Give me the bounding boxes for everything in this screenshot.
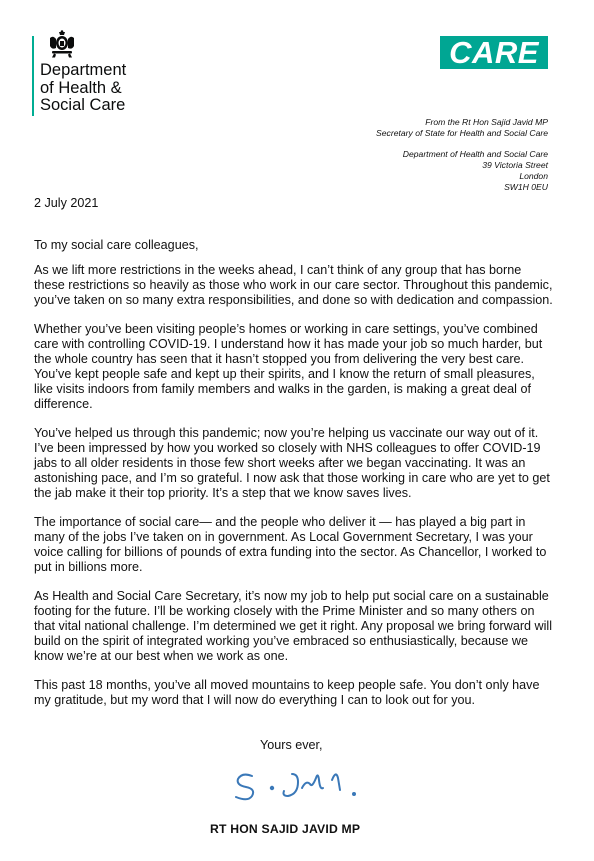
signoff: Yours ever, bbox=[260, 738, 323, 752]
sender-from-line: From the Rt Hon Sajid Javid MP bbox=[425, 117, 548, 127]
salutation: To my social care colleagues, bbox=[34, 238, 199, 252]
sender-title-line: Secretary of State for Health and Social Care bbox=[376, 128, 548, 138]
address-line: Department of Health and Social Care bbox=[402, 149, 548, 159]
address-line: London bbox=[519, 171, 548, 181]
royal-crest-icon bbox=[46, 30, 78, 58]
paragraph: The importance of social care— and the people who deliver it — has played a big part in many of the jobs I’ve taken on in government. As Local Government Secretary, I was your voice calling for billions of pounds of extra funding into the sector. As Chancellor, I worked to put in billions more. bbox=[34, 515, 547, 574]
sender-address bbox=[403, 149, 548, 193]
letter-date: 2 July 2021 bbox=[34, 196, 99, 210]
letter-body bbox=[34, 238, 554, 722]
department-name-line: of Health & bbox=[40, 78, 122, 97]
signature-image bbox=[222, 758, 372, 808]
sender-block bbox=[376, 117, 548, 139]
logo-accent-bar bbox=[32, 36, 34, 116]
paragraph: You’ve helped us through this pandemic; now you’re helping us vaccinate our way out of it. I’ve been impressed by how you worked so closely with NHS colleagues to offer COVID-19 jabs to all older residents in those few short weeks after we began vaccinating. It was an astonishing pace, and I’m so grateful. I now ask that those working in care who are yet to get the jab make it their top priority. It’s a step that we know saves lives. bbox=[34, 426, 550, 500]
address-line: 39 Victoria Street bbox=[482, 160, 548, 170]
department-name-line: Social Care bbox=[40, 96, 126, 114]
paragraph: As we lift more restrictions in the weeks ahead, I can’t think of any group that has borne these restrictions so heavily as those who work in our care sector. Throughout this pandemic, you’ve taken on so many extra responsibilities, and done so with dedication and compassion. bbox=[34, 263, 553, 307]
paragraph: As Health and Social Care Secretary, it’s now my job to help put social care on a sustainable footing for the future. I’ll be working closely with the Prime Minister and so many others on that vital national challenge. I’m determined we get it right. Any proposal we bring forward will build on the spirit of integrated working you’ve embraced so enthusiastically, because we know we’re at our best when we work as one. bbox=[34, 589, 553, 663]
signatory-name: RT HON SAJID JAVID MP bbox=[210, 822, 361, 836]
paragraph: Whether you’ve been visiting people’s homes or working in care settings, you’ve combined care with controlling COVID-19. I understand how it has made your job so much harder, but the whole country has seen that it hasn’t stopped you from delivering the very best care. You’ve kept people safe and kept up their spirits, and I know the return of small pleasures, like visits indoors from family members and walks in the garden, is making a great deal of difference. bbox=[34, 322, 543, 411]
address-line: SW1H 0EU bbox=[504, 182, 548, 192]
department-logo bbox=[32, 30, 142, 120]
department-name-line: Department bbox=[40, 61, 127, 79]
paragraph: This past 18 months, you’ve all moved mountains to keep people safe. You don’t only have my gratitude, but my word that I will now do everything I can to look out for you. bbox=[34, 678, 540, 707]
department-name bbox=[40, 62, 126, 115]
care-logo: CARE bbox=[440, 36, 548, 69]
